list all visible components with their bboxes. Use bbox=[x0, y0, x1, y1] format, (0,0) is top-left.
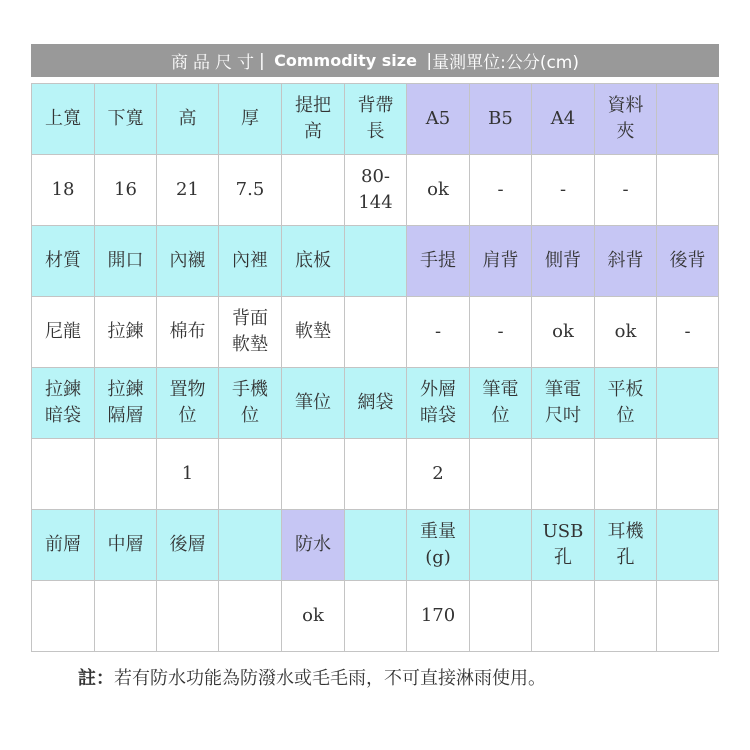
label-cell: 外層 暗袋 bbox=[407, 368, 470, 439]
label-cell: 高 bbox=[157, 84, 219, 155]
value-cell bbox=[595, 439, 657, 510]
header-row bbox=[32, 84, 719, 155]
label-cell: 手機 位 bbox=[219, 368, 282, 439]
value-cell: 21 bbox=[157, 155, 219, 226]
header-row bbox=[32, 368, 719, 439]
value-cell bbox=[657, 581, 719, 652]
label-cell: 筆電 位 bbox=[470, 368, 532, 439]
label-cell: 材質 bbox=[32, 226, 95, 297]
value-cell bbox=[95, 581, 157, 652]
label-cell: 中層 bbox=[95, 510, 157, 581]
label-cell: 置物 位 bbox=[157, 368, 219, 439]
header-row bbox=[32, 226, 719, 297]
value-cell bbox=[282, 155, 345, 226]
label-cell: 斜背 bbox=[595, 226, 657, 297]
label-cell: 拉鍊 隔層 bbox=[95, 368, 157, 439]
value-cell bbox=[657, 155, 719, 226]
label-cell: 網袋 bbox=[345, 368, 407, 439]
value-cell: 拉鍊 bbox=[95, 297, 157, 368]
value-row bbox=[32, 155, 719, 226]
label-cell: 背帶 長 bbox=[345, 84, 407, 155]
value-cell bbox=[219, 581, 282, 652]
value-cell: - bbox=[470, 155, 532, 226]
value-cell: 16 bbox=[95, 155, 157, 226]
label-cell bbox=[345, 226, 407, 297]
label-cell bbox=[345, 510, 407, 581]
value-cell: - bbox=[595, 155, 657, 226]
value-cell bbox=[345, 297, 407, 368]
value-cell bbox=[345, 581, 407, 652]
value-cell bbox=[470, 581, 532, 652]
value-cell: 170 bbox=[407, 581, 470, 652]
value-cell: 棉布 bbox=[157, 297, 219, 368]
label-cell: 防水 bbox=[282, 510, 345, 581]
label-cell: 耳機 孔 bbox=[595, 510, 657, 581]
page-title bbox=[31, 44, 719, 77]
label-cell: 上寬 bbox=[32, 84, 95, 155]
label-cell: A4 bbox=[532, 84, 595, 155]
value-cell: 18 bbox=[32, 155, 95, 226]
value-row bbox=[32, 297, 719, 368]
label-cell: B5 bbox=[470, 84, 532, 155]
value-cell: ok bbox=[282, 581, 345, 652]
value-cell bbox=[470, 439, 532, 510]
label-cell: 厚 bbox=[219, 84, 282, 155]
label-cell bbox=[657, 368, 719, 439]
label-cell: 平板 位 bbox=[595, 368, 657, 439]
label-cell bbox=[657, 510, 719, 581]
value-cell: 1 bbox=[157, 439, 219, 510]
label-cell bbox=[657, 84, 719, 155]
value-cell bbox=[345, 439, 407, 510]
label-cell: 後層 bbox=[157, 510, 219, 581]
value-row bbox=[32, 439, 719, 510]
label-cell: 資料 夾 bbox=[595, 84, 657, 155]
value-cell bbox=[595, 581, 657, 652]
value-cell: - bbox=[407, 297, 470, 368]
value-cell bbox=[532, 439, 595, 510]
label-cell: 內襯 bbox=[157, 226, 219, 297]
value-cell: 2 bbox=[407, 439, 470, 510]
label-cell: 前層 bbox=[32, 510, 95, 581]
value-row bbox=[32, 581, 719, 652]
title-separator: | bbox=[258, 50, 271, 71]
value-cell: - bbox=[657, 297, 719, 368]
value-cell bbox=[32, 581, 95, 652]
title-unit: 量測單位:公分(cm) bbox=[432, 53, 579, 73]
value-cell bbox=[95, 439, 157, 510]
label-cell: 筆位 bbox=[282, 368, 345, 439]
label-cell: 後背 bbox=[657, 226, 719, 297]
value-cell: ok bbox=[595, 297, 657, 368]
value-cell bbox=[532, 581, 595, 652]
value-cell bbox=[32, 439, 95, 510]
value-cell: 尼龍 bbox=[32, 297, 95, 368]
value-cell bbox=[157, 581, 219, 652]
label-cell: A5 bbox=[407, 84, 470, 155]
value-cell: 背面 軟墊 bbox=[219, 297, 282, 368]
value-cell: 軟墊 bbox=[282, 297, 345, 368]
footnote bbox=[78, 664, 546, 690]
label-cell: 內裡 bbox=[219, 226, 282, 297]
value-cell: 80-144 bbox=[345, 155, 407, 226]
label-cell: 底板 bbox=[282, 226, 345, 297]
note-text: 若有防水功能為防潑水或毛毛雨，不可直接淋雨使用。 bbox=[114, 668, 546, 689]
title-separator: | bbox=[420, 50, 433, 71]
label-cell: 下寬 bbox=[95, 84, 157, 155]
value-cell: ok bbox=[407, 155, 470, 226]
label-cell: 提把 高 bbox=[282, 84, 345, 155]
note-label: 註： bbox=[78, 668, 114, 689]
header-row bbox=[32, 510, 719, 581]
label-cell bbox=[470, 510, 532, 581]
value-cell: 7.5 bbox=[219, 155, 282, 226]
label-cell: 手提 bbox=[407, 226, 470, 297]
title-chinese: 商品尺寸 bbox=[170, 53, 259, 73]
label-cell: 拉鍊 暗袋 bbox=[32, 368, 95, 439]
label-cell: 重量 (g) bbox=[407, 510, 470, 581]
value-cell bbox=[282, 439, 345, 510]
value-cell: ok bbox=[532, 297, 595, 368]
label-cell bbox=[219, 510, 282, 581]
label-cell: 開口 bbox=[95, 226, 157, 297]
label-cell: 肩背 bbox=[470, 226, 532, 297]
label-cell: 側背 bbox=[532, 226, 595, 297]
label-cell: USB 孔 bbox=[532, 510, 595, 581]
label-cell: 筆電 尺吋 bbox=[532, 368, 595, 439]
spec-table bbox=[31, 83, 719, 652]
value-cell bbox=[219, 439, 282, 510]
title-english: Commodity size bbox=[274, 51, 417, 70]
value-cell: - bbox=[470, 297, 532, 368]
value-cell bbox=[657, 439, 719, 510]
value-cell: - bbox=[532, 155, 595, 226]
